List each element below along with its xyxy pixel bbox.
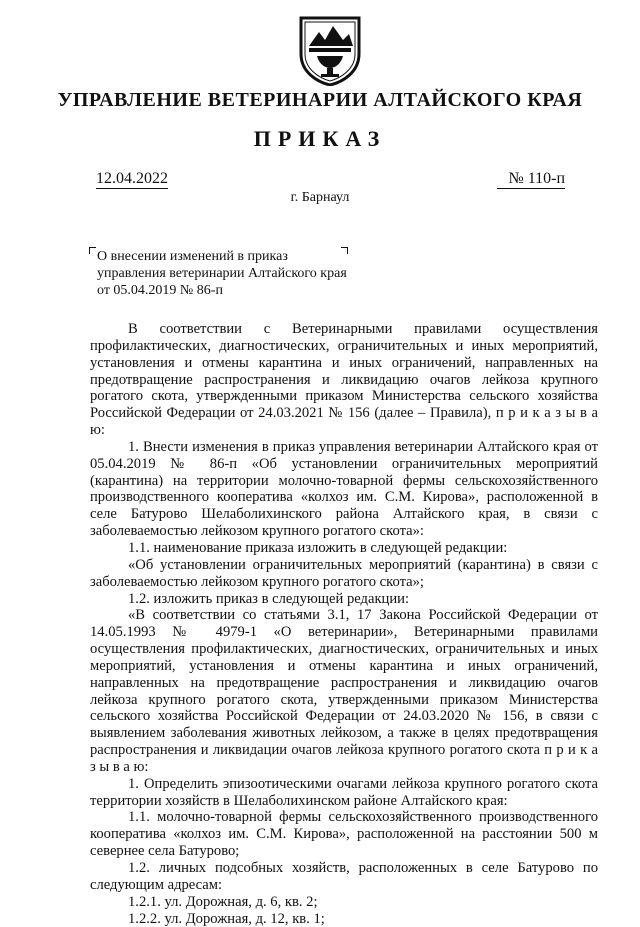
body-paragraph: 1.2.1. ул. Дорожная, д. 6, кв. 2;: [128, 893, 318, 910]
body-paragraph: В соответствии с Ветеринарными правилами осуществления профилактических, диагностических, ограничительных и иных мероприятий, установления и отмены карантина и иных ограничений, направленных на предотвращение распространения и ликвидацию очагов лейкоза крупного рогатого скота, утвержденными приказом Министерства сельского хозяйства Российской Федерации от 24.03.2021 № 156 (далее – Правила), п р и к а з ы в а ю:: [90, 321, 598, 439]
document-type: ПРИКАЗ: [253, 126, 387, 151]
body-paragraph: 1. Определить эпизоотическими очагами лейкоза крупного рогатого скота территории хозяйств в Шелаболихинском районе Алтайского края:: [90, 775, 598, 809]
body-paragraph: 1.2.2. ул. Дорожная, д. 12, кв. 1;: [128, 910, 325, 927]
body-paragraph: 1.2. изложить приказ в следующей редакции:: [128, 590, 410, 607]
document-number: № 110-п: [497, 170, 565, 189]
body-paragraph: 1. Внести изменения в приказ управления ветеринарии Алтайского края от 05.04.2019 № 86-п «Об установлении ограничительных мероприятий (карантина) на территории молочно-товарной фермы сельскохозяйственного производственного кооператива «колхоз им. С.М. Кирова», расположенной в селе Батурово Шелаболихинского района Алтайского края, в связи с заболеваемостью лейкозом крупного рогатого скота»:: [90, 438, 598, 540]
organization-title: УПРАВЛЕНИЕ ВЕТЕРИНАРИИ АЛТАЙСКОГО КРАЯ: [57, 89, 583, 111]
document-date: 12.04.2022: [96, 170, 168, 187]
body-paragraph: «В соответствии со статьями 3.1, 17 Закона Российской Федерации от 14.05.1993 № 4979-1 «О ветеринарии», Ветеринарными правилами осуществления профилактических, диагностических, ограничительных и иных мероприятий, установления и отмены карантина и иных ограничений, направленных на предотвращение распространения и ликвидацию очагов лейкоза крупного рогатого скота, утвержденными приказом Министерства сельского хозяйства Российской Федерации от 24.03.2020 № 156, в связи с выявлением заболевания животных лейкозом, а также в целях предотвращения распространения и ликвидации очагов лейкоза крупного рогатого скота п р и к а з ы в а ю:: [90, 607, 598, 775]
document-city: г. Барнаул: [290, 190, 350, 205]
body-paragraph: «Об установлении ограничительных мероприятий (карантина) в связи с заболеваемостью лейкозом крупного рогатого скота»;: [90, 556, 598, 590]
document-body: [90, 321, 598, 927]
body-paragraph: 1.1. молочно-товарной фермы сельскохозяйственного производственного кооператива «колхоз им. С.М. Кирова», расположенной на расстоянии 500 м севернее села Батурово;: [90, 809, 598, 860]
body-paragraph: 1.2. личных подсобных хозяйств, расположенных в селе Батурово по следующим адресам:: [90, 860, 598, 893]
body-paragraph: 1.1. наименование приказа изложить в следующей редакции:: [128, 539, 508, 556]
coat-of-arms-icon: [297, 14, 363, 86]
document-subject: О внесении изменений в приказ управления ветеринарии Алтайского края от 05.04.2019 № 86-п: [97, 249, 347, 298]
subject-corner-left: [89, 247, 96, 254]
